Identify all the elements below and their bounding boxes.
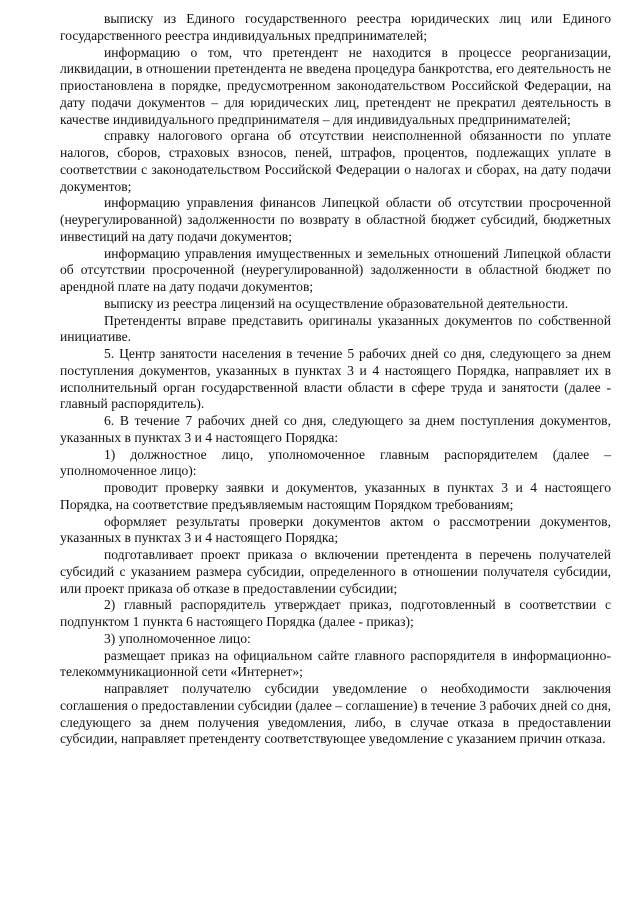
paragraph: информацию о том, что претендент не находится в процессе реорганизации, ликвидации, в отношении претендента не введена процедура банкротства, его деятельность не приостановлена в порядке, предусмотренном законодательством Российской Федерации, на дату подачи документов – для юридических лиц, претендент не прекратил деятельность в качестве индивидуального предпринимателя – для индивидуальных предпринимателей; (60, 44, 611, 127)
paragraph: выписку из реестра лицензий на осуществление образовательной деятельности. (104, 295, 569, 311)
document-page (60, 11, 611, 748)
paragraph: проводит проверку заявки и документов, указанных в пунктах 3 и 4 настоящего Порядка, на соответствие предъявляемым настоящим Порядком требованиям; (60, 480, 611, 512)
paragraph: 1) должностное лицо, уполномоченное главным распорядителем (далее – уполномоченное лицо): (60, 446, 611, 479)
paragraph: информацию управления финансов Липецкой области об отсутствии просроченной (неурегулированной) задолженности по возврату в областной бюджет субсидий, бюджетных инвестиций на дату подачи документов; (60, 195, 611, 244)
paragraph: информацию управления имущественных и земельных отношений Липецкой области об отсутствии просроченной (неурегулированной) задолженности в областной бюджет по арендной плате на дату подачи документов; (60, 245, 611, 294)
paragraph: Претенденты вправе представить оригиналы указанных документов по собственной инициативе. (60, 312, 611, 345)
paragraph: подготавливает проект приказа о включении претендента в перечень получателей субсидий с указанием размера субсидии, определенного в отношении получателя субсидии, или проект приказа об отказе в предоставлении субсидии; (60, 547, 611, 596)
paragraph: 6. В течение 7 рабочих дней со дня, следующего за днем поступления документов, указанных в пунктах 3 и 4 настоящего Порядка: (60, 413, 611, 445)
paragraph: оформляет результаты проверки документов актом о рассмотрении документов, указанных в пунктах 3 и 4 настоящего Порядка; (60, 513, 611, 546)
paragraph: 2) главный распорядитель утверждает приказ, подготовленный в соответствии с подпунктом 1 пункта 6 настоящего Порядка (далее - приказ); (60, 597, 611, 629)
paragraph: 3) уполномоченное лицо: (104, 630, 251, 646)
paragraph: справку налогового органа об отсутствии неисполненной обязанности по уплате налогов, сборов, страховых взносов, пеней, штрафов, процентов, подлежащих уплате в соответствии с законодательством Российской Федерации о налогах и сборах, на дату подачи документов; (60, 128, 611, 194)
paragraph: направляет получателю субсидии уведомление о необходимости заключения соглашения о предоставлении субсидии (далее – соглашение) в течение 3 рабочих дней со дня, следующего за днем получения уведомления, либо, в случае отказа в предоставлении субсидии, направляет претенденту соответствующее уведомление с указанием причин отказа. (60, 681, 611, 747)
paragraph: 5. Центр занятости населения в течение 5 рабочих дней со дня, следующего за днем поступления документов, указанных в пунктах 3 и 4 настоящего Порядка, направляет их в исполнительный орган государственной власти области в сфере труда и занятости (далее - главный распорядитель). (60, 346, 611, 412)
paragraph: размещает приказ на официальном сайте главного распорядителя в информационно-телекоммуникационной сети «Интернет»; (60, 647, 611, 680)
paragraph: выписку из Единого государственного реестра юридических лиц или Единого государственного реестра индивидуальных предпринимателей; (60, 11, 611, 43)
